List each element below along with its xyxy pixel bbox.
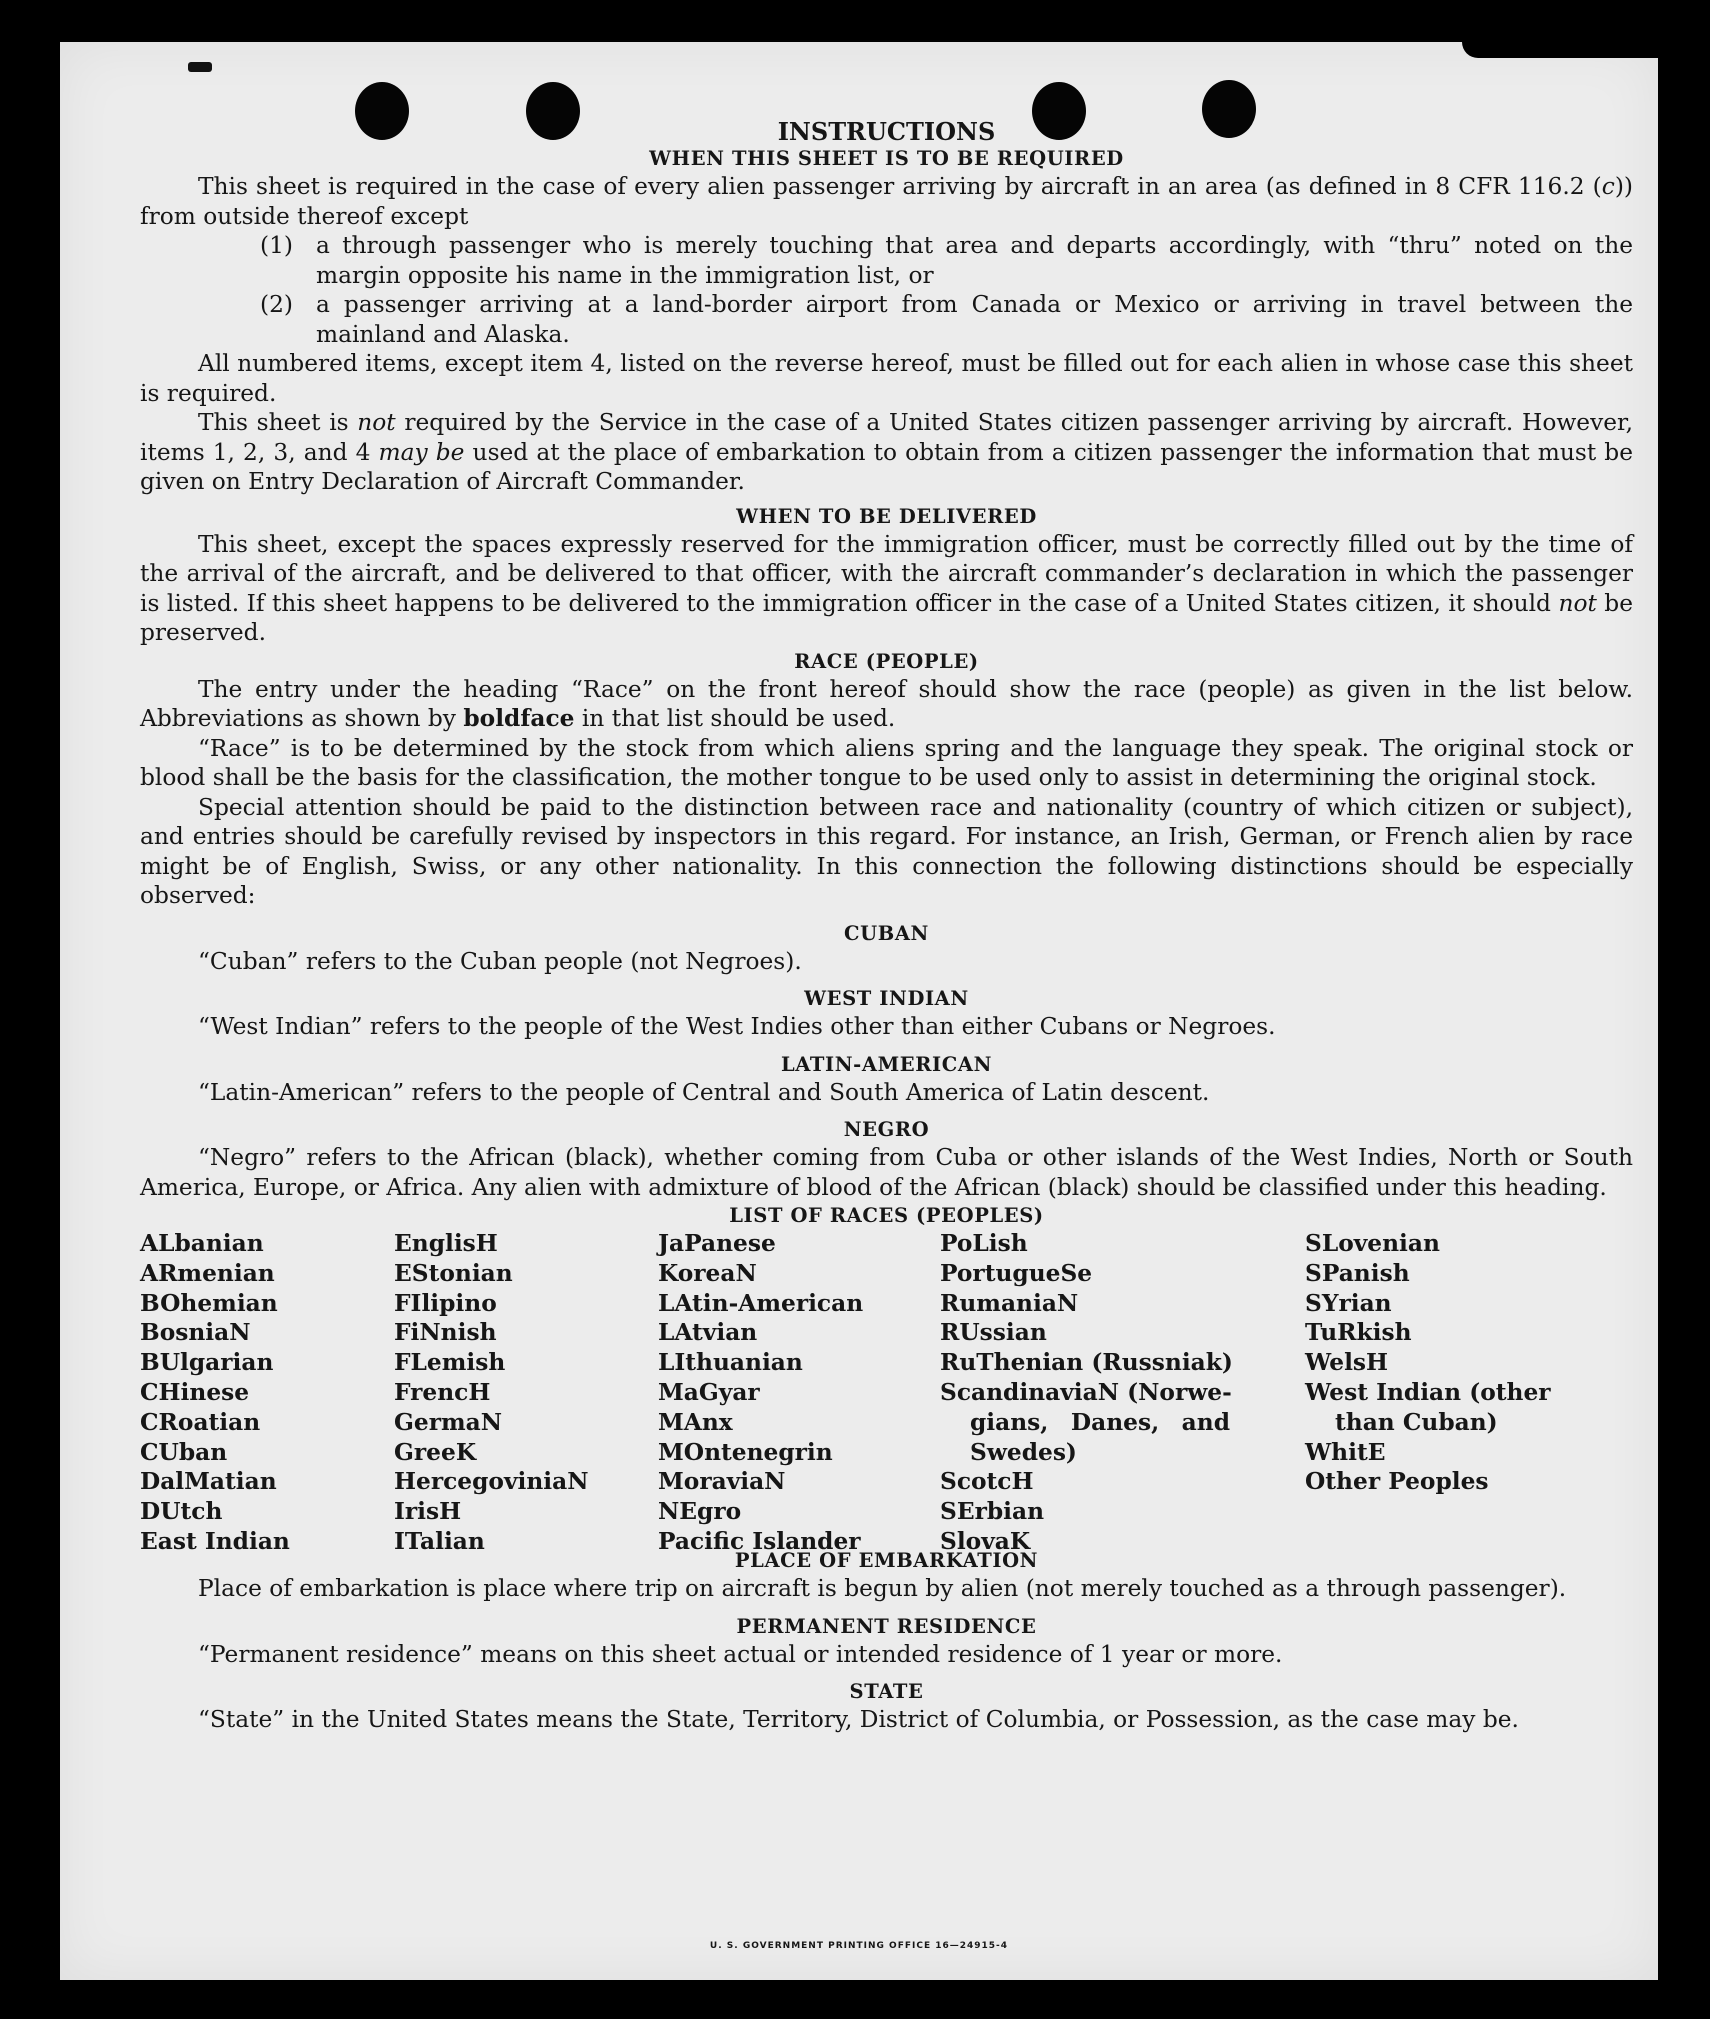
ink-mark — [188, 62, 212, 72]
paragraph: The entry under the heading “Race” on the front hereof should show the race (people) as given in the list below. Abbreviations as shown by boldface in that list should be used. — [140, 675, 1633, 732]
list-item: ScandinaviaN (Norwe- — [940, 1378, 1232, 1406]
race-column-5 — [1305, 1229, 1565, 1497]
list-item: MoraviaN — [658, 1468, 786, 1496]
paragraph: All numbered items, except item 4, listed on the reverse hereof, must be filled out for each alien in whose case this sheet is required. — [140, 350, 1633, 407]
paragraph: “Cuban” refers to the Cuban people (not Negroes). — [198, 947, 802, 975]
list-item: EStonian — [394, 1259, 513, 1287]
list-item: SYrian — [1305, 1289, 1392, 1317]
list-item: HercegoviniaN — [394, 1468, 589, 1496]
list-item: LIthuanian — [658, 1349, 803, 1377]
paragraph: “State” in the United States means the State, Territory, District of Columbia, or Possession, as the case may be. — [198, 1706, 1519, 1733]
list-item: (2) a passenger arriving at a land-border airport from Canada or Mexico or arriving in travel between the mainland and Alaska. — [260, 291, 1633, 348]
list-item: FrencH — [394, 1378, 491, 1406]
list-item: Pacific Islander — [658, 1527, 861, 1555]
paragraph: This sheet is required in the case of every alien passenger arriving by aircraft in an area (as defined in 8 CFR 116.2 (c)) from outside thereof except — [140, 173, 1633, 230]
heading-place-of-embarkation: PLACE OF EMBARKATION — [734, 1549, 1039, 1572]
list-item: PoLish — [940, 1230, 1028, 1257]
list-item: DalMatian — [140, 1468, 277, 1496]
heading-state: STATE — [849, 1680, 924, 1703]
paragraph: “Negro” refers to the African (black), whether coming from Cuba or other islands of the West Indies, North or South America, Europe, or Africa. Any alien with admixture of blood of the African (black) should be classified under this heading. — [140, 1144, 1633, 1201]
list-item: West Indian (other — [1305, 1378, 1551, 1406]
list-item: NEgro — [658, 1498, 742, 1526]
list-item: IrisH — [394, 1498, 462, 1526]
list-item: WhitE — [1305, 1438, 1386, 1466]
torn-corner — [1462, 42, 1658, 58]
heading-west-indian: WEST INDIAN — [804, 987, 969, 1010]
list-item: CHinese — [140, 1378, 250, 1406]
race-column-4 — [940, 1229, 1233, 1557]
heading-when-delivered: WHEN TO BE DELIVERED — [736, 504, 1037, 528]
list-item: Swedes) — [970, 1438, 1077, 1466]
list-item: LAtin-American — [658, 1289, 864, 1317]
form-sheet — [60, 42, 1658, 1980]
paragraph: Special attention should be paid to the distinction between race and nationality (country of which citizen or subject), and entries should be carefully revised by inspectors in this regard. For instance, an Irish, German, or French alien by race might be of English, Swiss, or any other nationality. In this connection the following distinctions should be especially observed: — [140, 793, 1633, 909]
list-item: ScotcH — [940, 1468, 1034, 1496]
heading-cuban: CUBAN — [844, 921, 929, 945]
paragraph: “West Indian” refers to the people of the West Indies other than either Cubans or Negroes. — [198, 1013, 1276, 1040]
list-item: East Indian — [140, 1527, 290, 1555]
paragraph: Place of embarkation is place where trip on aircraft is begun by alien (not merely touched as a through passenger). — [198, 1575, 1567, 1602]
list-item: ITalian — [394, 1527, 485, 1555]
list-item: SErbian — [940, 1498, 1045, 1526]
list-item: Other Peoples — [1305, 1468, 1489, 1496]
list-item: GermaN — [394, 1408, 503, 1436]
list-item: than Cuban) — [1335, 1408, 1498, 1436]
list-item: RuThenian (Russniak) — [940, 1349, 1233, 1377]
list-item: SPanish — [1305, 1259, 1410, 1287]
list-item: GreeK — [394, 1438, 477, 1466]
list-item: MOntenegrin — [658, 1438, 833, 1466]
race-column-3 — [658, 1229, 863, 1557]
list-item: JaPanese — [658, 1230, 776, 1257]
list-item: RumaniaN — [940, 1289, 1079, 1317]
heading-latin-american: LATIN-AMERICAN — [780, 1052, 993, 1076]
list-item: SLovenian — [1305, 1230, 1440, 1257]
race-column-2 — [394, 1229, 589, 1557]
list-item: BUlgarian — [140, 1349, 274, 1377]
paragraph: “Permanent residence” means on this sheet actual or intended residence of 1 year or more. — [198, 1640, 1283, 1668]
list-item: LAtvian — [658, 1319, 758, 1347]
paragraph: This sheet is not required by the Service in the case of a United States citizen passenger arriving by aircraft. However, items 1, 2, 3, and 4 may be used at the place of embarkation to obtain from a citizen passenger the information that must be given on Entry Declaration of Aircraft Commander. — [140, 409, 1634, 495]
list-item: BOhemian — [140, 1289, 278, 1317]
list-item: (1) a through passenger who is merely touching that area and departs accordingly, with “thru” noted on the margin opposite his name in the immigration list, or — [260, 232, 1633, 289]
race-list — [140, 1229, 1633, 1555]
paragraph: “Latin-American” refers to the people of Central and South America of Latin descent. — [198, 1078, 1210, 1106]
list-item: ALbanian — [140, 1230, 264, 1257]
list-item: BosniaN — [140, 1319, 251, 1347]
list-item: FiNnish — [394, 1319, 497, 1347]
list-item: KoreaN — [658, 1259, 757, 1287]
heading-when-required: WHEN THIS SHEET IS TO BE REQUIRED — [649, 147, 1124, 170]
paragraph: “Race” is to be determined by the stock from which aliens spring and the language they speak. The original stock or blood shall be the basis for the classification, the mother tongue to be used only to assist in determining the original stock. — [140, 734, 1633, 791]
list-item: TuRkish — [1305, 1319, 1412, 1347]
list-item: FLemish — [394, 1349, 506, 1377]
heading-permanent-residence: PERMANENT RESIDENCE — [736, 1614, 1037, 1638]
list-item: RUssian — [940, 1319, 1047, 1347]
list-item: MaGyar — [658, 1378, 760, 1406]
paragraph: This sheet, except the spaces expressly reserved for the immigration officer, must be correctly filled out by the time of the arrival of the aircraft, and be delivered to that officer, with the aircraft commander’s declaration in which the passenger is listed. If this sheet happens to be delivered to the immigration officer in the case of a United States citizen, it should not be preserved. — [140, 530, 1634, 646]
list-item: FIlipino — [394, 1289, 497, 1317]
list-item: DUtch — [140, 1498, 223, 1526]
document-body — [140, 117, 1634, 1735]
list-item: EnglisH — [394, 1230, 498, 1257]
list-item: CUban — [140, 1438, 228, 1466]
list-item: PortugueSe — [940, 1259, 1093, 1287]
list-item: gians, Danes, and — [970, 1408, 1230, 1436]
page-title: INSTRUCTIONS — [777, 117, 996, 146]
heading-list-of-races: LIST OF RACES (PEOPLES) — [729, 1204, 1044, 1227]
list-item: WelsH — [1305, 1349, 1389, 1377]
race-column-1 — [140, 1229, 290, 1557]
list-item: ARmenian — [140, 1259, 275, 1287]
heading-negro: NEGRO — [843, 1118, 930, 1141]
list-item: SlovaK — [940, 1527, 1031, 1555]
printer-imprint: U. S. GOVERNMENT PRINTING OFFICE 16—24915-4 — [709, 1941, 1009, 1951]
list-item: CRoatian — [140, 1408, 261, 1436]
heading-race: RACE (PEOPLE) — [794, 649, 979, 673]
list-item: MAnx — [658, 1408, 733, 1436]
